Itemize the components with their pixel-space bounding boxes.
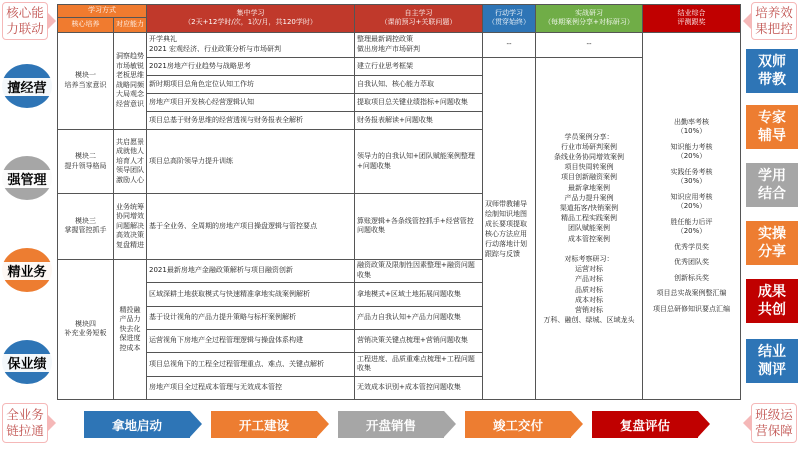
corner-top-right-text: 培养效 果把控 [755,5,793,36]
module-3-course-1: 基于全业务、全周期的房地产项目操盘逻辑与管控要点 [147,193,355,259]
case-study-top: -- [536,32,643,57]
module-4-ability: 精投融 产品力 快去化 保进度 控成本 [114,259,147,399]
module-3-name: 模块三 掌握管控抓手 [58,193,114,259]
corner-bottom-right-text: 班级运 营保障 [755,407,793,438]
corner-bottom-right [751,403,797,443]
assurance-box-3: 学用 结合 [746,163,798,207]
header-graduation: 结业综合 评测跟奖 [643,5,741,33]
module-2-ability: 共启愿景 成就他人 培育人才 领导团队 激励人心 [114,130,147,194]
module-4-course-6: 房地产项目全过程成本管理与无效成本管控 [147,376,355,399]
graduation-item: 实践任务考核 （30%） [670,167,713,186]
module-3-ability: 业务统筹 协同增效 问题解决 高效决策 复盘精进 [114,193,147,259]
module-1-self-1: 整理最新调控政策 做出房地产市场研判 [355,32,483,57]
assurance-box-5: 成果 共创 [746,279,798,323]
left-competency-column [0,54,56,394]
stage-arrow-5: 复盘评估 [592,411,698,438]
assurance-box-6: 结业 测评 [746,339,798,383]
competency-circle-label: 强管理 [7,172,47,188]
module-4-self-1: 融资政策及限制性因素整理+融资问题收集 [355,259,483,282]
graduation-item: 项目总实战案例整汇编 [656,289,727,298]
module-1-course-5: 项目总基于财务思维的经营透视与财务报表全解析 [147,112,355,130]
module-1-self-3: 自我认知、核心能力萃取 [355,76,483,94]
competency-circle-3 [2,248,52,292]
header-action-learning-title: 行动学习 [495,8,523,17]
stage-arrow-4: 竣工交付 [465,411,571,438]
corner-top-left-text: 核心能 力联动 [6,5,44,36]
competency-circle-2 [2,156,52,200]
stage-arrow-1: 拿地启动 [84,411,190,438]
corner-top-left [2,2,48,40]
header-self-study [355,5,483,33]
module-4-name: 模块四 补充业务短板 [58,259,114,399]
graduation-item: 出勤率考核 （10%） [674,117,709,136]
competency-circle-label: 精业务 [7,264,47,280]
graduation-item: 优秀学员奖 [674,242,709,251]
stage-arrow-2: 开工建设 [211,411,317,438]
module-1-course-2: 2021房地产行业趋势与战略思考 [147,58,355,76]
module-4-self-4: 营销决策关键点梳理+营销问题收集 [355,329,483,352]
header-self-study-title: 自主学习 [404,8,433,17]
header-concentrated-sub: （2天+12学时/次，1次/月，共120学时） [184,18,317,27]
header-self-study-sub: （课前预习+关联问题） [380,18,457,27]
graduation-cell [643,32,741,399]
module-1-name: 模块一 培养当家意识 [58,32,114,130]
module-1-self-2: 建立行业思考框架 [355,58,483,76]
competency-circle-1 [2,64,52,108]
header-study-method: 学习方式 [58,5,147,18]
header-action-learning [483,5,536,33]
graduation-item: 优秀团队奖 [674,258,709,267]
graduation-item: 创新标兵奖 [674,273,709,282]
module-2-name: 模块二 提升领导格局 [58,130,114,194]
graduation-item: 项目总研修知识要点汇编 [653,304,730,313]
graduation-item: 知识应用考核 （20%） [670,192,713,211]
header-case-study [536,5,643,33]
header-case-study-title: 实战研习 [575,8,603,17]
header-core-training: 核心培养 [58,17,114,32]
header-concentrated-title: 集中学习 [236,8,265,17]
module-2-course-1: 项目总高阶领导力提升训练 [147,130,355,194]
module-1-self-4: 提取项目总关键业绩指标+问题收集 [355,94,483,112]
curriculum-table [57,4,741,400]
assurance-box-4: 实操 分享 [746,221,798,265]
graduation-item: 胜任能力后评 （20%） [670,217,713,236]
header-corresponding-ability: 对应能力 [114,17,147,32]
module-4-course-3: 基于设计视角的产品力提升策略与标杆案例解析 [147,306,355,329]
assurance-box-2: 专家 辅导 [746,105,798,149]
graduation-item: 知识能力考核 （20%） [670,142,713,161]
module-1-ability: 洞察趋势 市场敏锐 老板思维 战略同频 大局观念 经营意识 [114,32,147,130]
module-4-course-5: 项目总视角下的工程全过程管理重点、难点、关键点解析 [147,353,355,376]
stage-arrow-3: 开盘销售 [338,411,444,438]
module-4-self-3: 产品力自我认知+产品力问题收集 [355,306,483,329]
module-4-self-6: 无效成本识别+成本管控问题收集 [355,376,483,399]
stage-bar [0,400,800,449]
action-learning-cell: 双师带教辅导绘制知识地图成长要项提取核心方法应用行动落地计划跟踪与反馈 [483,58,536,400]
corner-bottom-left [2,403,48,443]
module-2-self-1: 领导力的自我认知+团队赋能案例整理+问题收集 [355,130,483,194]
module-4-course-4: 运营视角下房地产全过程管理逻辑与操盘体系构建 [147,329,355,352]
module-4-course-2: 区域深耕土地获取模式与快速精准拿地实战案例解析 [147,283,355,306]
assurance-box-1: 双师 带教 [746,49,798,93]
header-concentrated [147,5,355,33]
module-1-self-5: 财务报表解读+问题收集 [355,112,483,130]
module-4-self-5: 工程进度、品质重难点梳理+工程问题收集 [355,353,483,376]
competency-circle-4 [2,340,52,384]
module-1-course-3: 新时期项目总角色定位认知工作坊 [147,76,355,94]
module-3-self-1: 算账逻辑+各条线管控抓手+经营管控问题收集 [355,193,483,259]
module-1-course-4: 房地产项目开发核心经营逻辑认知 [147,94,355,112]
case-study-cell: 学员案例分享： 行业市场研判案例 条线业务协同增效案例 项目快周转案例 项目创新融资案例 最新拿地案例 产品力提升案例 渠道拓客/快销案例 精品工程实践案例 团队赋能案例 成本管控案例 对标考察研习： 运营对标 产品对标 品质对标 成本对标 营销对标 万科、融创、绿城、区域龙头 [536,58,643,400]
competency-circle-label: 擅经营 [7,80,47,96]
corner-bottom-left-text: 全业务 链拉通 [6,407,44,438]
module-1-course-1: 开学典礼 2021 宏观经济、行业政策分析与市场研判 [147,32,355,57]
header-action-learning-sub: （贯穿始终） [488,18,530,27]
action-learning-top: -- [483,32,536,57]
competency-circle-label: 保业绩 [7,356,47,372]
corner-top-right [751,2,797,40]
module-4-course-1: 2021最新房地产金融政策解析与项目融资创新 [147,259,355,282]
module-4-self-2: 拿地模式+区域土地拓展问题收集 [355,283,483,306]
header-case-study-sub: （每期案例分享+对标研习） [544,18,634,27]
